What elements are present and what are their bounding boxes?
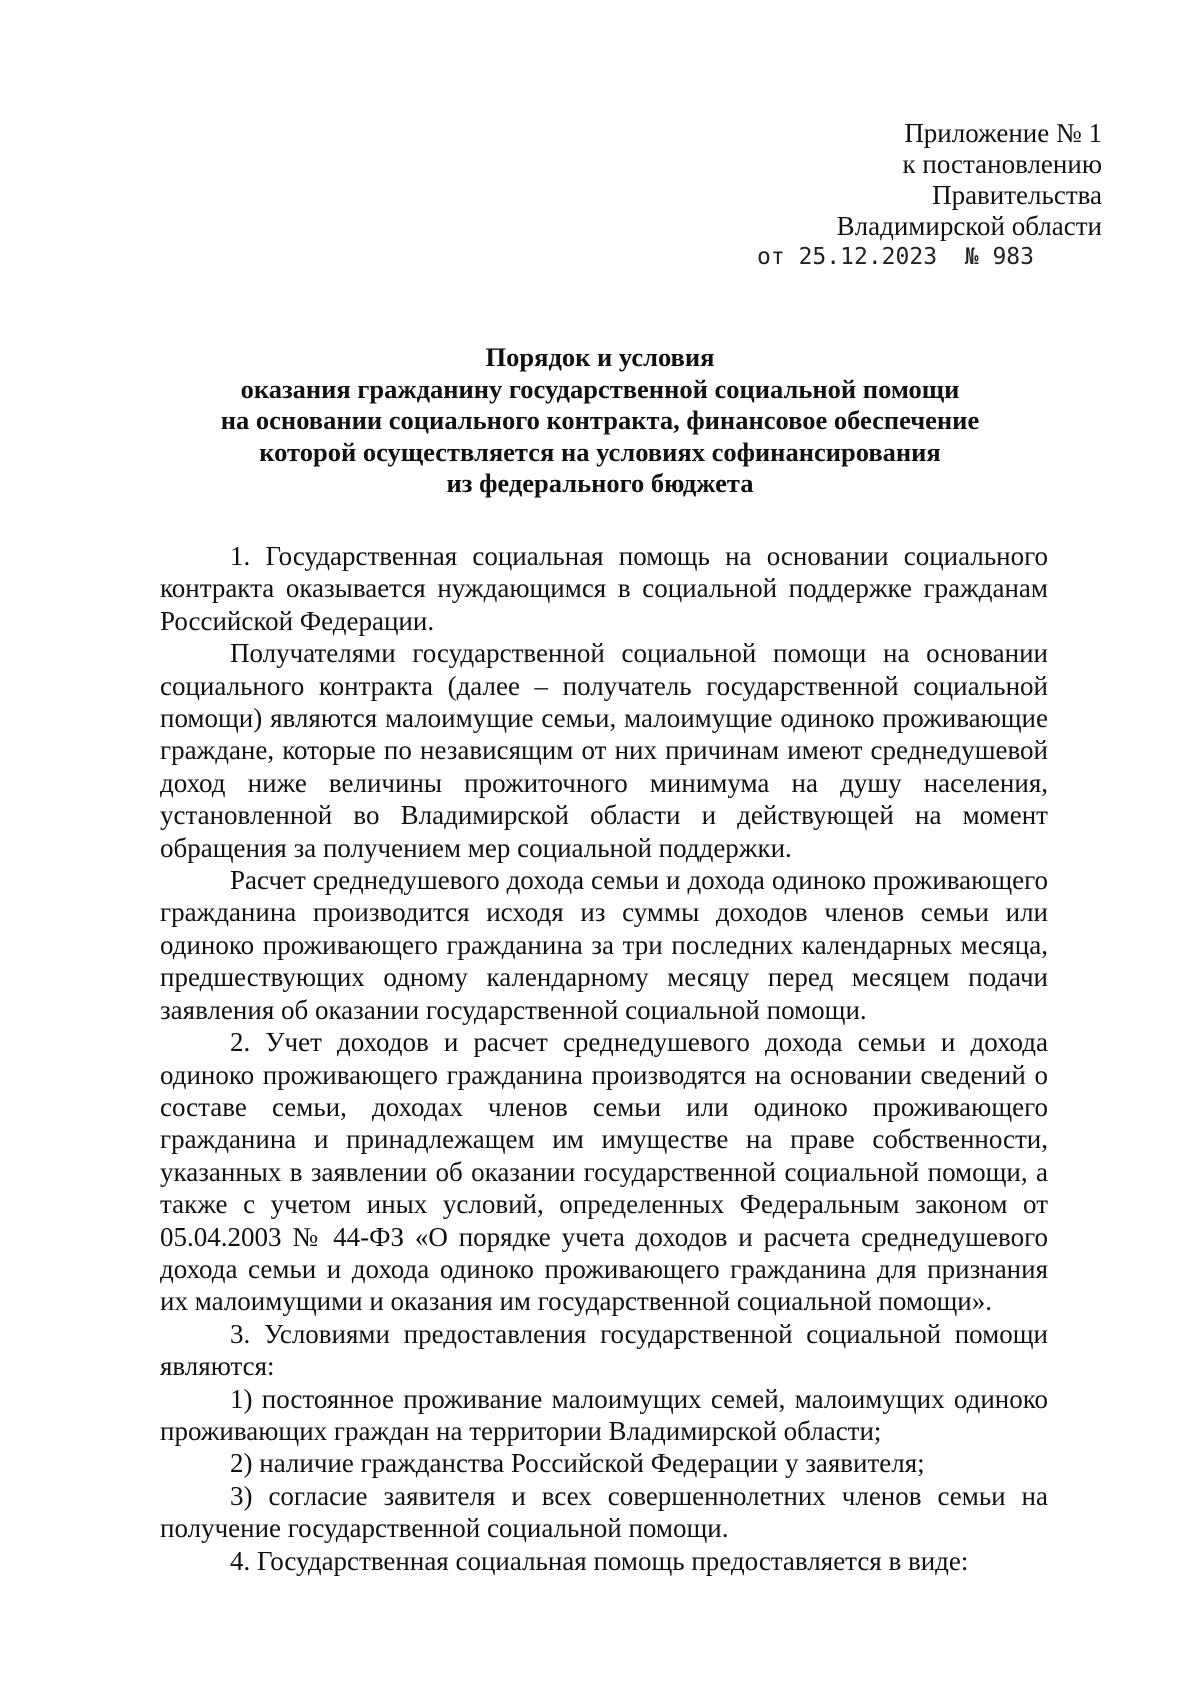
document-title [150,342,1050,500]
document-body [160,540,1048,1577]
annex-line-3: Правительства [932,180,1102,210]
paragraph: 2. Учет доходов и расчет среднедушевого дохода семьи и дохода одиноко проживающего гражданина производятся на основании сведений о составе семьи, доходах членов семьи или одиноко проживающего гражданина и принадлежащем им имуществе на праве собственности, указанных в заявлении об оказании государственной социальной помощи, а также с учетом иных условий, определенных Федеральным законом от 05.04.2003 № 44-ФЗ «О порядке учета доходов и расчета среднедушевого дохода семьи и дохода одиноко проживающего гражданина для признания их малоимущими и оказания им государственной социальной помощи». [160,1027,1048,1317]
title-line-5: из федерального бюджета [446,468,754,498]
paragraph: Получателями государственной социальной помощи на основании социального контракта (далее – получатель государственной социальной помощи) являются малоимущие семьи, малоимущие одиноко проживающие граждане, которые по независящим от них причинам имеют среднедушевой доход ниже величины прожиточного минимума на душу населения, установленной во Владимирской области и действующей на момент обращения за получением мер социальной поддержки. [160,638,1048,863]
paragraph: 1) постоянное проживание малоимущих семей, малоимущих одиноко проживающих граждан на территории Владимирской области; [160,1383,1048,1446]
title-line-2: оказания гражданину государственной социальной помощи [240,373,960,404]
paragraph: 3. Условиями предоставления государственной социальной помощи являются: [160,1318,1048,1382]
annex-line-2: к постановлению [902,149,1102,179]
annex-line-4: Владимирской области [836,211,1102,241]
annex-line-1: Приложение № 1 [904,118,1102,148]
annex-header [757,118,1102,273]
paragraph: 4. Государственная социальная помощь предоставляется в виде: [230,1545,969,1576]
title-line-4: которой осуществляется на условиях софинансирования [259,436,941,467]
title-line-3: на основании социального контракта, финансовое обеспечение [220,405,980,435]
paragraph: Расчет среднедушевого дохода семьи и дохода одиноко проживающего гражданина производится исходя из суммы доходов членов семьи или одиноко проживающего гражданина за три последних календарных месяца, предшествующих одному календарному месяцу перед месяцем подачи заявления об оказании государственной социальной помощи. [160,865,1048,1025]
paragraph: 3) согласие заявителя и всех совершеннолетних членов семьи на получение государственной социальной помощи. [160,1480,1048,1544]
annex-date-number: от 25.12.2023 № 983 [757,244,1034,270]
paragraph: 1. Государственная социальная помощь на основании социального контракта оказывается нуждающимся в социальной поддержке гражданам Российской Федерации. [160,541,1048,636]
title-line-1: Порядок и условия [485,342,715,372]
paragraph: 2) наличие гражданства Российской Федерации у заявителя; [230,1448,925,1479]
